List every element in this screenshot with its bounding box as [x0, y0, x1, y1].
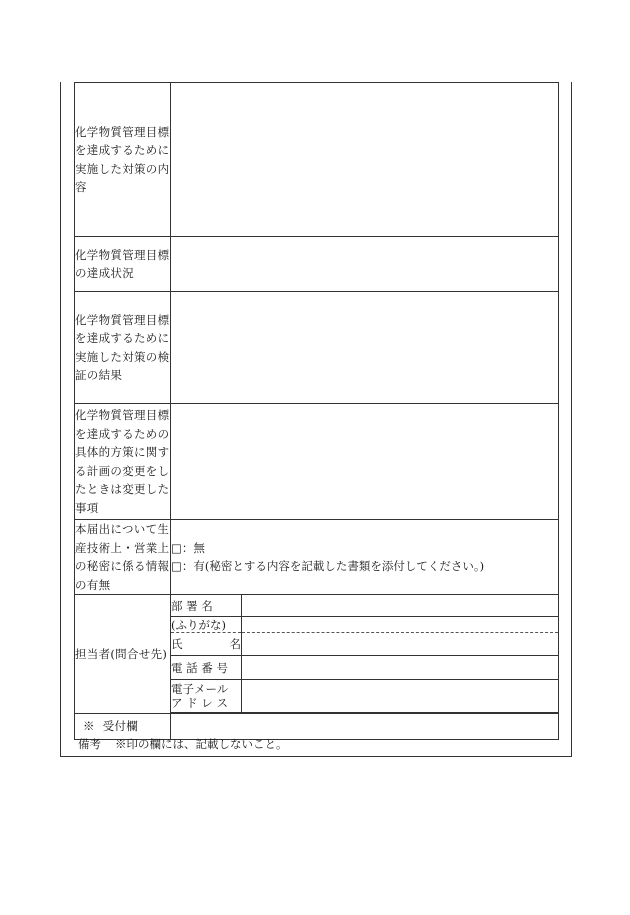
- field-department[interactable]: [242, 595, 559, 617]
- label-achievement-status: 化学物質管理目標の達成状況: [75, 237, 171, 292]
- remarks-text: ※印の欄には、記載しないこと。: [115, 737, 288, 751]
- label-contact-person: 担当者(問合せ先): [75, 595, 171, 714]
- row-contact-department: [75, 595, 559, 617]
- row-achievement-status: [75, 237, 559, 292]
- label-measures-content: 化学物質管理目標を達成するために実施した対策の内容: [75, 83, 171, 237]
- label-email-line-1: 電子メール: [171, 682, 229, 696]
- label-name: [171, 633, 242, 656]
- row-measures-content: [75, 83, 559, 237]
- field-achievement-status[interactable]: [171, 237, 559, 292]
- label-email: [171, 680, 242, 713]
- label-name-char-1: 氏: [171, 637, 183, 651]
- secret-option-none[interactable]: □：無: [171, 540, 205, 555]
- remarks-note: [78, 736, 302, 752]
- field-email[interactable]: [242, 680, 559, 713]
- label-name-char-2: 名: [229, 637, 241, 651]
- label-phone: 電 話 番 号: [171, 656, 242, 680]
- field-measures-content[interactable]: [171, 83, 559, 237]
- field-secret-info: [171, 520, 559, 595]
- field-verification-result[interactable]: [171, 292, 559, 404]
- field-furigana[interactable]: [242, 617, 559, 633]
- label-verification-result: 化学物質管理目標を達成するために実施した対策の検証の結果: [75, 292, 171, 404]
- field-name[interactable]: [242, 633, 559, 656]
- field-plan-change[interactable]: [171, 404, 559, 520]
- label-secret-info: 本届出について生産技術上・営業上の秘密に係る情報の有無: [75, 520, 171, 595]
- row-secret-info: [75, 520, 559, 595]
- label-furigana: (ふりがな): [171, 617, 242, 633]
- field-phone[interactable]: [242, 656, 559, 680]
- row-verification-result: [75, 292, 559, 404]
- row-plan-change: [75, 404, 559, 520]
- label-reception: ※ 受付欄: [75, 714, 171, 740]
- label-department: [171, 595, 242, 617]
- label-email-line-2: ア ド レ ス: [171, 696, 228, 710]
- remarks-heading: 備考: [78, 737, 101, 751]
- label-department-text: 部 署 名: [171, 598, 213, 613]
- label-plan-change: 化学物質管理目標を達成するための具体的方策に関する計画の変更をしたときは変更した事項: [75, 404, 171, 520]
- report-form-table: [74, 82, 559, 740]
- secret-option-yes[interactable]: □：有(秘密とする内容を記載した書類を添付してください。): [171, 559, 485, 573]
